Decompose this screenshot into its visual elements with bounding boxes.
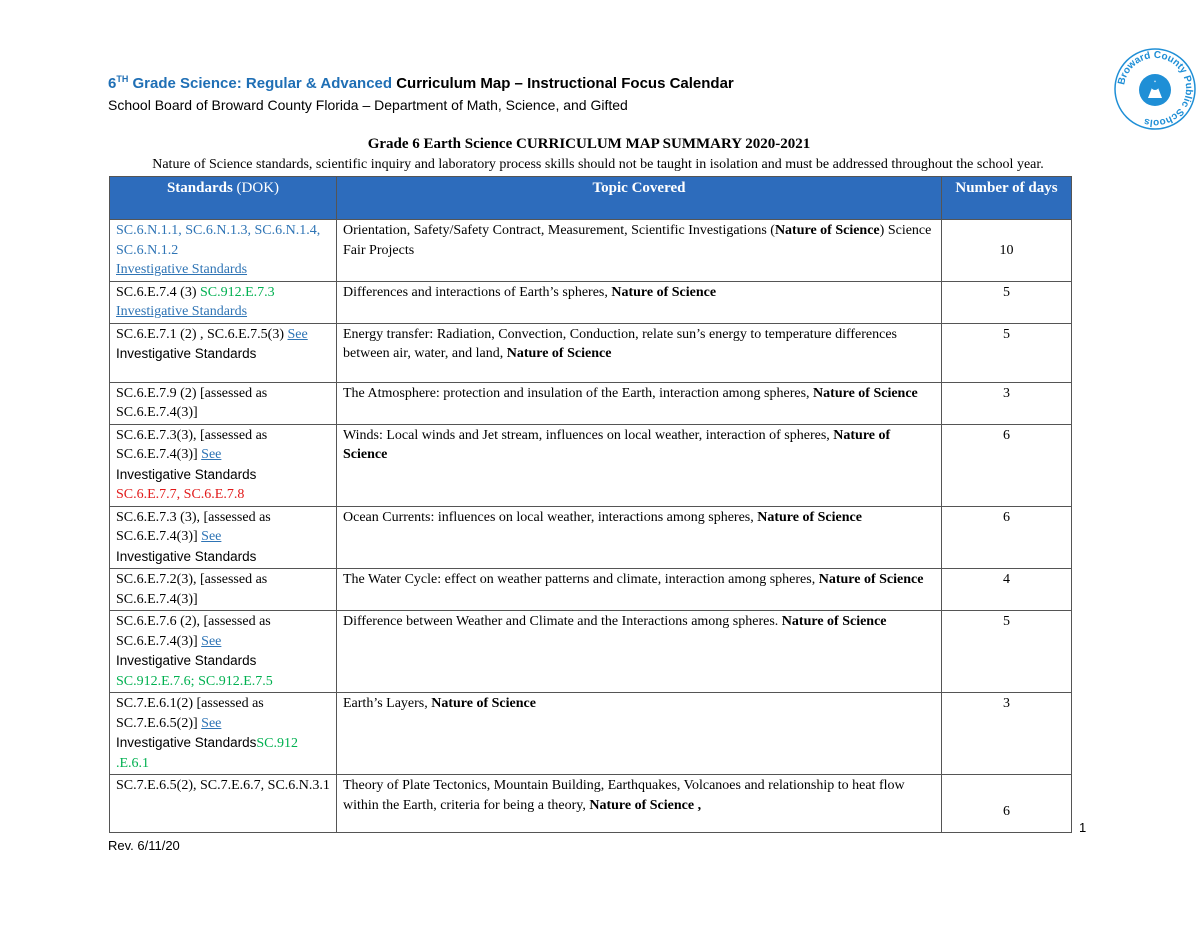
header-black-title: Curriculum Map – Instructional Focus Calendar — [392, 75, 734, 92]
topic-cell: Orientation, Safety/Safety Contract, Measurement, Scientific Investigations (Nature of Science) Science Fair Projects — [337, 220, 942, 282]
curriculum-table — [109, 176, 1072, 833]
table-row — [110, 569, 1072, 611]
days-cell: 6 — [942, 424, 1072, 506]
standards-cell: SC.6.E.7.4 (3) SC.912.E.7.3 Investigative Standards — [110, 281, 337, 323]
standards-cell: SC.6.E.7.2(3), [assessed as SC.6.E.7.4(3)] — [110, 569, 337, 611]
see-link[interactable]: See — [201, 447, 222, 462]
topic-cell: Ocean Currents: influences on local weather, interactions among spheres, Nature of Science — [337, 506, 942, 569]
document-header-title — [108, 74, 734, 92]
days-cell: 5 — [942, 281, 1072, 323]
investigative-standards-text: Investigative Standards — [116, 735, 257, 750]
days-cell: 5 — [942, 611, 1072, 693]
investigative-standards-text: Investigative Standards — [116, 548, 257, 564]
investigative-standards-text: Investigative Standards — [116, 346, 257, 361]
days-cell: 10 — [942, 220, 1072, 282]
days-cell: 6 — [942, 506, 1072, 569]
topic-cell: Difference between Weather and Climate and the Interactions among spheres. Nature of Science — [337, 611, 942, 693]
red-standards: SC.6.E.7.7, SC.6.E.7.8 — [116, 487, 245, 502]
investigative-standards-link[interactable]: Investigative Standards — [116, 304, 248, 319]
standards-cell: SC.6.E.7.3(3), [assessed as SC.6.E.7.4(3)] See Investigative Standards SC.6.E.7.7, SC.6.E.7.8 — [110, 424, 337, 506]
topic-cell: Theory of Plate Tectonics, Mountain Building, Earthquakes, Volcanoes and relationship to heat flow within the Earth, criteria for being a theory, Nature of Science , — [337, 775, 942, 833]
revision-date: Rev. 6/11/20 — [108, 838, 180, 853]
table-row — [110, 693, 1072, 775]
green-standards: SC.912.E.7.6; SC.912.E.7.5 — [116, 673, 273, 689]
table-row — [110, 611, 1072, 693]
broward-county-logo — [1112, 46, 1198, 132]
topic-cell: Differences and interactions of Earth’s spheres, Nature of Science — [337, 281, 942, 323]
grade-superscript: TH — [116, 74, 129, 84]
green-standards: SC.912 .E.6.1 — [116, 736, 298, 771]
standards-column-header: Standards (DOK) — [110, 177, 337, 220]
topic-cell: The Atmosphere: protection and insulation of the Earth, interaction among spheres, Nature of Science — [337, 382, 942, 424]
days-column-header: Number of days — [942, 177, 1072, 220]
standards-cell: SC.6.E.7.9 (2) [assessed as SC.6.E.7.4(3)] — [110, 382, 337, 424]
header-blue-title: Grade Science: Regular & Advanced — [128, 75, 393, 92]
investigative-standards-text: Investigative Standards — [116, 653, 257, 668]
days-cell: 4 — [942, 569, 1072, 611]
table-row — [110, 281, 1072, 323]
investigative-standards-text: Investigative Standards — [116, 466, 257, 482]
investigative-standards-link[interactable]: Investigative Standards — [116, 262, 248, 277]
curriculum-map-title: Grade 6 Earth Science CURRICULUM MAP SUMMARY 2020-2021 — [367, 136, 811, 152]
topic-cell: Energy transfer: Radiation, Convection, Conduction, relate sun’s energy to temperature differences between air, water, and land, Nature of Science — [337, 323, 942, 382]
see-link[interactable]: See — [201, 633, 222, 649]
days-cell: 5 — [942, 323, 1072, 382]
standards-cell: SC.7.E.6.1(2) [assessed as SC.7.E.6.5(2)] See Investigative StandardsSC.912 .E.6.1 — [110, 693, 337, 775]
board-subheading: School Board of Broward County Florida – Department of Math, Science, and Gifted — [108, 97, 628, 113]
standards-cell: SC.6.E.7.6 (2), [assessed as SC.6.E.7.4(3)] See Investigative Standards SC.912.E.7.6; SC.912.E.7.5 — [110, 611, 337, 693]
see-link[interactable]: See — [201, 529, 222, 544]
days-cell: 3 — [942, 382, 1072, 424]
standards-cell: SC.7.E.6.5(2), SC.7.E.6.7, SC.6.N.3.1 — [110, 775, 337, 833]
standards-codes: SC.6.N.1.1, SC.6.N.1.3, SC.6.N.1.4, SC.6.N.1.2 — [116, 223, 321, 258]
topic-cell: The Water Cycle: effect on weather patterns and climate, interaction among spheres, Nature of Science — [337, 569, 942, 611]
standards-cell — [110, 220, 337, 282]
table-row — [110, 323, 1072, 382]
page-number: 1 — [1079, 820, 1087, 835]
table-header-row — [110, 177, 1072, 220]
standards-cell: SC.6.E.7.3 (3), [assessed as SC.6.E.7.4(3)] See Investigative Standards — [110, 506, 337, 569]
table-row — [110, 506, 1072, 569]
green-standard: SC.912.E.7.3 — [200, 284, 275, 300]
table-row — [110, 424, 1072, 506]
grade-number: 6 — [108, 75, 117, 92]
see-link[interactable]: See — [201, 715, 222, 731]
logo-ring-text: Broward County Public Schools — [1116, 49, 1195, 129]
standards-cell: SC.6.E.7.1 (2) , SC.6.E.7.5(3) See Investigative Standards — [110, 323, 337, 382]
see-link[interactable]: See — [287, 326, 308, 342]
days-cell: 3 — [942, 693, 1072, 775]
topic-column-header: Topic Covered — [337, 177, 942, 220]
topic-cell: Earth’s Layers, Nature of Science — [337, 693, 942, 775]
curriculum-map-subtitle: Nature of Science standards, scientific inquiry and laboratory process skills should not be taught in isolation and must be addressed throughout the school year. — [152, 157, 1044, 172]
table-row — [110, 220, 1072, 282]
table-row — [110, 382, 1072, 424]
days-cell: 6 — [942, 775, 1072, 833]
topic-cell: Winds: Local winds and Jet stream, influences on local weather, interaction of spheres, Nature of Science — [337, 424, 942, 506]
table-row — [110, 775, 1072, 833]
